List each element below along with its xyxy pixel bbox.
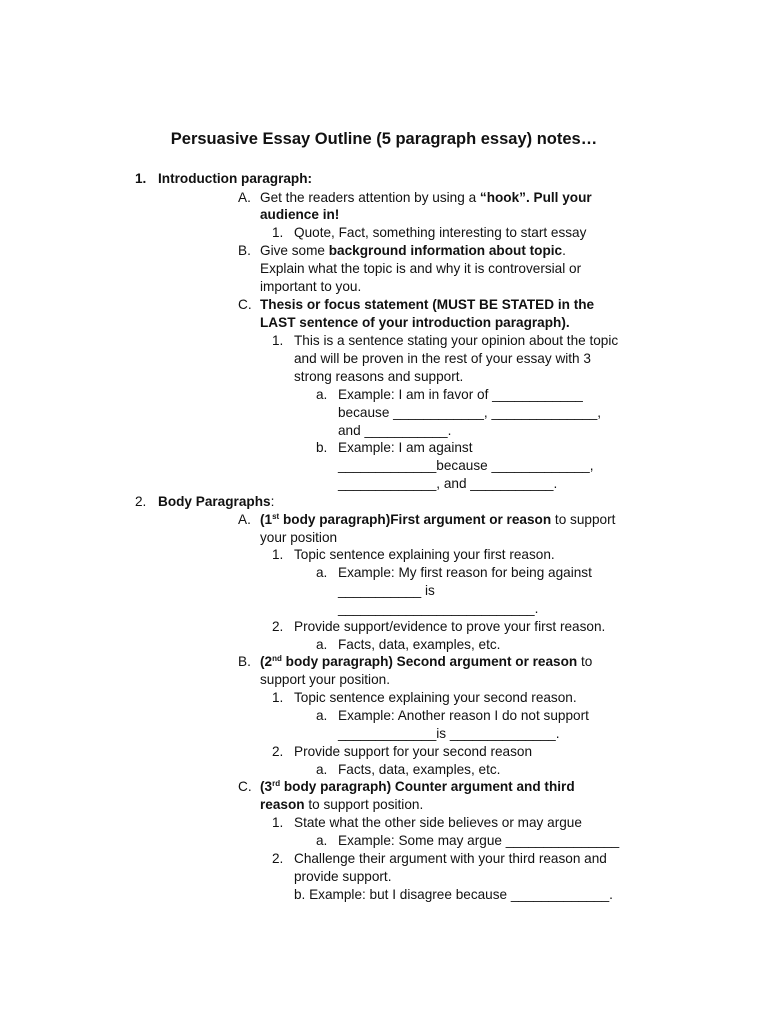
item-2A-2-marker: 2. xyxy=(272,619,284,634)
item-1A-marker: A. xyxy=(238,190,251,205)
item-2C-marker: C. xyxy=(238,779,252,794)
item-2C-1a-marker: a. xyxy=(316,833,328,848)
item-1C-line1: Thesis or focus statement (MUST BE STATED in the xyxy=(260,297,595,312)
item-2C-line2: reason to support position. xyxy=(260,797,424,812)
item-2A-2a-marker: a. xyxy=(316,637,328,652)
item-1B-line2: Explain what the topic is and why it is controversial or xyxy=(260,261,582,276)
item-2A-marker: A. xyxy=(238,512,251,527)
section-2-heading: Body Paragraphs: xyxy=(158,494,275,509)
item-1C-1-line3: strong reasons and support. xyxy=(294,369,464,384)
item-1C-1a-line2: because ____________, ______________, xyxy=(338,405,602,420)
item-2A-1-marker: 1. xyxy=(272,547,284,562)
item-1A-1-marker: 1. xyxy=(272,225,284,240)
item-2B-line2: support your position. xyxy=(260,672,390,687)
item-2B-1-marker: 1. xyxy=(272,690,284,705)
item-1C-1b-line2: _____________because _____________, xyxy=(338,458,594,473)
item-1C-1b-marker: b. xyxy=(316,440,328,455)
item-2B-1a-line1: Example: Another reason I do not support xyxy=(338,708,589,723)
item-1C-line2: LAST sentence of your introduction paragraph). xyxy=(260,315,570,330)
item-2B-2a-marker: a. xyxy=(316,762,328,777)
item-1C-marker: C. xyxy=(238,297,252,312)
item-2A-2a-text: Facts, data, examples, etc. xyxy=(338,637,501,652)
item-2C-2-marker: 2. xyxy=(272,851,284,866)
section-2-number: 2. xyxy=(135,494,147,509)
item-2B-1a-line2: _____________is ______________. xyxy=(338,726,560,741)
item-2A-line2: your position xyxy=(260,530,338,545)
item-2C-1-text: State what the other side believes or may argue xyxy=(294,815,582,830)
item-2A-1a-line3: __________________________. xyxy=(338,601,539,616)
item-2B-2-text: Provide support for your second reason xyxy=(294,744,533,759)
item-1C-1a-marker: a. xyxy=(316,387,328,402)
item-2A-line1: (1st body paragraph)First argument or reason to support xyxy=(260,512,616,527)
item-2A-1a-line2: ___________ is xyxy=(338,583,435,598)
item-2C-2-line2: provide support. xyxy=(294,869,392,884)
section-1-number: 1. xyxy=(135,171,147,186)
item-2C-1a-text: Example: Some may argue _______________ xyxy=(338,833,620,848)
item-2B-line1: (2nd body paragraph) Second argument or reason to xyxy=(260,654,593,669)
item-1B-line3: important to you. xyxy=(260,279,362,294)
item-2C-2b-text: b. Example: but I disagree because _____________. xyxy=(294,887,613,902)
item-1A-line1: Get the readers attention by using a “hook”. Pull your xyxy=(260,190,592,205)
item-2C-line1: (3rd body paragraph) Counter argument and third xyxy=(260,779,575,794)
item-1B-line1: Give some background information about topic. xyxy=(260,243,566,258)
item-1C-1a-line1: Example: I am in favor of ____________ xyxy=(338,387,583,402)
item-1C-1b-line1: Example: I am against xyxy=(338,440,473,455)
item-2B-2-marker: 2. xyxy=(272,744,284,759)
item-2A-2-text: Provide support/evidence to prove your first reason. xyxy=(294,619,606,634)
item-1A-1-text: Quote, Fact, something interesting to start essay xyxy=(294,225,587,240)
item-1A-line2: audience in! xyxy=(260,207,340,222)
item-1C-1-line2: and will be proven in the rest of your essay with 3 xyxy=(294,351,591,366)
section-1-heading: Introduction paragraph: xyxy=(158,171,313,186)
item-2C-1-marker: 1. xyxy=(272,815,284,830)
item-2B-1-text: Topic sentence explaining your second reason. xyxy=(294,690,577,705)
item-2B-1a-marker: a. xyxy=(316,708,328,723)
item-1C-1a-line3: and ___________. xyxy=(338,423,452,438)
document-title: Persuasive Essay Outline (5 paragraph essay) notes… xyxy=(170,130,598,148)
item-2B-2a-text: Facts, data, examples, etc. xyxy=(338,762,501,777)
item-1C-1b-line3: _____________, and ___________. xyxy=(338,476,558,491)
item-1C-1-line1: This is a sentence stating your opinion about the topic xyxy=(294,333,619,348)
item-2B-marker: B. xyxy=(238,654,251,669)
item-2C-2-line1: Challenge their argument with your third reason and xyxy=(294,851,607,866)
item-2A-1a-line1: Example: My first reason for being against xyxy=(338,565,592,580)
item-2A-1a-marker: a. xyxy=(316,565,328,580)
item-2A-1-text: Topic sentence explaining your first reason. xyxy=(294,547,555,562)
item-1C-1-marker: 1. xyxy=(272,333,284,348)
item-1B-marker: B. xyxy=(238,243,251,258)
